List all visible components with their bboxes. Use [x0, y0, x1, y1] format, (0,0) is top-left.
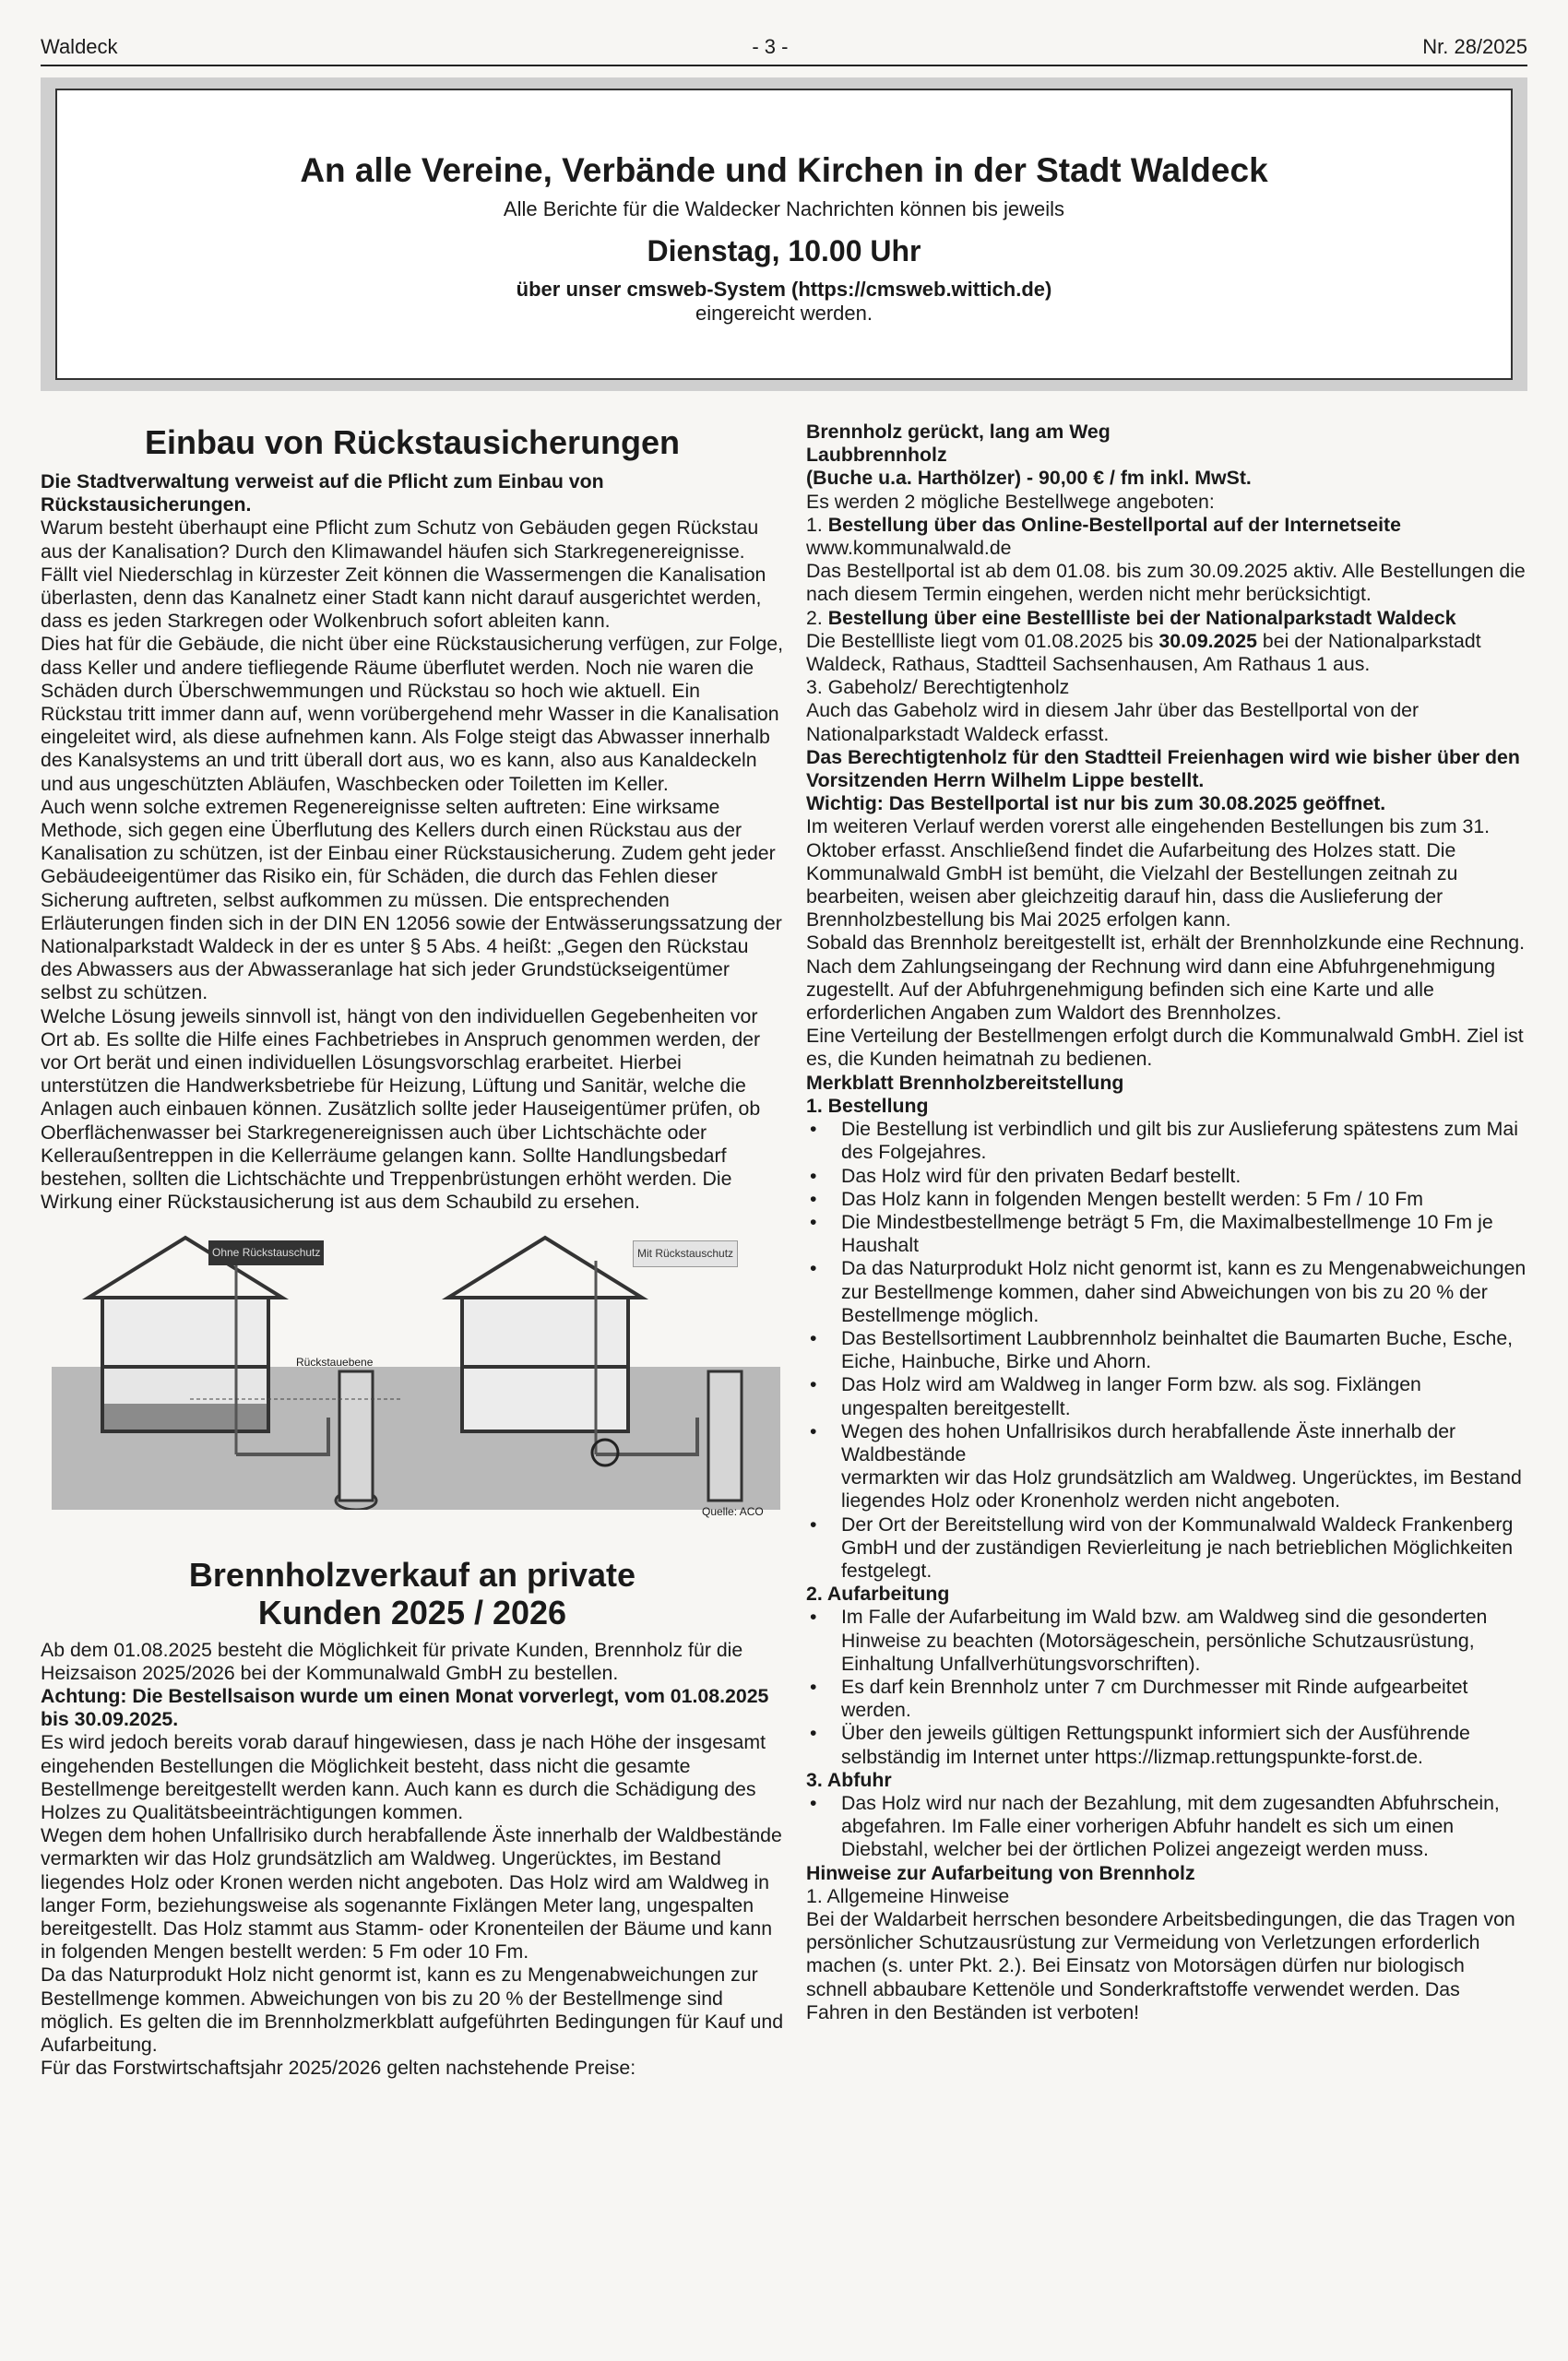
page-header: [41, 35, 1527, 66]
section-bestellung-list: [806, 1118, 1527, 1466]
diagram-source: Quelle: ACO: [702, 1504, 764, 1518]
list-item: • Das Bestellsortiment Laubbrennholz beinhaltet die Baumarten Buche, Esche, Eiche, Hainbuche, Birke und Ahorn.: [806, 1327, 1527, 1373]
article-rueckstau-paragraph: Warum besteht überhaupt eine Pflicht zum Schutz von Gebäuden gegen Rückstau aus der Kanalisation? Durch den Klimawandel häufen sich Starkregenereignisse. Fällt viel Niederschlag in kürzester Zeit können die Wassermengen die Kanalisation überlasten, denn das Kanalnetz einer Stadt kann nicht darauf ausgerichtet werden, dass es jeden Starkregen oder Wolkenbruch sofort ableiten kann.: [41, 516, 766, 633]
process-paragraph: Im weiteren Verlauf werden vorerst alle eingehenden Bestellungen bis zum 31. Oktober erfasst. Anschließend findet die Aufarbeitung des Holzes statt. Die Kommunalwald GmbH ist bemüht, die Vielzahl der Bestellungen zeitnah zu bearbeiten, weisen aber gleichzeitig darauf hin, dass die Auslieferung der Brennholzbestellung bis Mai 2025 erfolgen kann.: [806, 815, 1491, 931]
backflow-diagram: [52, 1233, 780, 1518]
article-rueckstau-paragraph: Dies hat für die Gebäude, die nicht über eine Rückstausicherung verfügen, zur Folge, dass Keller und andere tiefliegende Räume überflutet werden. Noch nie waren die Schäden durch Überschwemmungen und Rückstau so hoch wie aktuell. Ein Rückstau tritt immer dann auf, wenn vorübergehend mehr Wasser in die Kanalisation eingeleitet wird, als diese aufnehmen kann. Als Folge steigt das Abwasser innerhalb des Kanalsystems an und tritt überall dort aus, wo es kann, also aus Kanaldeckeln und aus ungeschützten Abläufen, Waschbecken oder Toiletten im Keller.: [41, 633, 784, 795]
list-item: • Das Holz kann in folgenden Mengen bestellt werden: 5 Fm / 10 Fm: [806, 1188, 1527, 1211]
list-item: • Es darf kein Brennholz unter 7 cm Durchmesser mit Rinde aufgearbeitet werden.: [806, 1676, 1527, 1722]
order-way-2-heading: [806, 607, 1527, 630]
article-brennholz-title-line2: Kunden 2025 / 2026: [257, 1593, 567, 1631]
section-abfuhr-title: 3. Abfuhr: [806, 1768, 892, 1791]
header-page-number: - 3 -: [752, 35, 789, 58]
article-rueckstau-paragraph: Welche Lösung jeweils sinnvoll ist, hängt von den individuellen Gegebenheiten vor Ort ab. Es sollte die Hilfe eines Fachbetriebes in Anspruch genommen werden, der vor Ort berät und einen individuellen Lösungsvorschlag erarbeitet. Hierbei unterstützen die Handwerksbetriebe für Heizung, Lüftung und Sanitär, welche die Anlagen auch einbauen können. Zusätzlich sollte jeder Hauseigentümer prüfen, ob Oberflächenwasser bei Starkregenereignissen auch über Lichtschächte oder Kelleraußentreppen in die Kellerräume gelangen kann. Sollte Handlungsbedarf bestehen, sollten die Lichtschächte und Treppenbrüstungen erhöht werden. Die Wirkung einer Rückstausicherung ist aus dem Schaubild zu ersehen.: [41, 1004, 761, 1214]
article-brennholz-attention: Achtung: Die Bestellsaison wurde um einen Monat vorverlegt, vom 01.08.2025 bis 30.09.2025.: [41, 1684, 769, 1731]
notice-box: [41, 77, 1527, 391]
list-item: • Im Falle der Aufarbeitung im Wald bzw. am Waldweg sind die gesonderten Hinweise zu beachten (Motorsägeschein, persönliche Schutzausrüstung, Einhaltung Unfallverhütungsvorschriften).: [806, 1606, 1527, 1676]
notice-title: An alle Vereine, Verbände und Kirchen in der Stadt Waldeck: [300, 151, 1268, 189]
notice-submit-line: eingereicht werden.: [695, 302, 873, 325]
diagram-label-level: Rückstauebene: [296, 1355, 374, 1369]
hinweise-subtitle: 1. Allgemeine Hinweise: [806, 1884, 1010, 1907]
article-brennholz-paragraph: Für das Forstwirtschaftsjahr 2025/2026 gelten nachstehende Preise:: [41, 2057, 636, 2080]
order-way-2-date: 30.09.2025: [1158, 629, 1257, 652]
price-line: (Buche u.a. Harthölzer) - 90,00 € / fm inkl. MwSt.: [806, 467, 1252, 490]
order-way-2-text-b: bei der Nationalparkstadt Waldeck, Rathaus, Stadtteil Sachsenhausen, Am Rathaus 1 aus.: [806, 629, 1481, 676]
right-column: [806, 421, 1527, 2024]
diagram-label-with: Mit Rückstauschutz: [633, 1240, 738, 1267]
freienhagen-note: Das Berechtigtenholz für den Stadtteil Freienhagen wird wie bisher über den Vorsitzenden Herrn Wilhelm Lippe bestellt.: [806, 745, 1520, 792]
article-rueckstau-title: Einbau von Rückstausicherungen: [144, 423, 681, 461]
list-item: • Wegen des hohen Unfallrisikos durch herabfallende Äste innerhalb der Waldbestände: [806, 1420, 1527, 1466]
list-item: • Das Holz wird am Waldweg in langer Form bzw. als sog. Fixlängen ungespalten bereitgestellt.: [806, 1373, 1527, 1419]
article-brennholz-paragraph: Da das Naturprodukt Holz nicht genormt ist, kann es zu Mengenabweichungen zur Bestellmenge kommen. Abweichungen von bis zu 20 % der Bestellmenge sind möglich. Es gelten die im Brennholzmerkblatt aufgeführten Bedingungen für Kauf und Aufarbeitung.: [41, 1964, 784, 2056]
article-brennholz-paragraph: Wegen dem hohen Unfallrisiko durch herabfallende Äste innerhalb der Waldbestände vermarkten wir das Holz grundsätzlich am Waldweg. Ungerücktes, im Bestand liegendes Holz oder Kronen werden nicht angeboten. Das Holz wird am Waldweg in langer Form, beziehungsweise als sogenannte Fixlängen Meter lang, ungespalten bereitgestellt. Das Holz stammt aus Stamm- oder Kronenteilen der Bäume und kann in folgenden Mengen bestellt werden: 5 Fm oder 10 Fm.: [41, 1824, 782, 1964]
list-item: • Die Bestellung ist verbindlich und gilt bis zur Auslieferung spätestens zum Mai des Folgejahres.: [806, 1118, 1527, 1164]
important-note: Wichtig: Das Bestellportal ist nur bis zum 30.08.2025 geöffnet.: [806, 792, 1386, 815]
order-way-2-number: 2.: [806, 606, 823, 629]
order-way-1-number: 1.: [806, 513, 823, 536]
order-way-1-title: Bestellung über das Online-Bestellportal auf der Internetseite: [827, 513, 1401, 536]
article-brennholz-paragraph: Ab dem 01.08.2025 besteht die Möglichkeit für private Kunden, Brennholz für die Heizsaison 2025/2026 bei der Kommunalwald GmbH zu bestellen.: [41, 1638, 743, 1684]
order-ways-intro: Es werden 2 mögliche Bestellwege angeboten:: [806, 490, 1215, 513]
order-way-1-url: www.kommunalwald.de: [806, 537, 1012, 560]
list-item-continuation: vermarkten wir das Holz grundsätzlich am Waldweg. Ungerücktes, im Bestand liegendes Holz oder Kronenholz werden nicht angeboten.: [841, 1466, 1522, 1513]
order-way-1-heading: [806, 514, 1527, 537]
list-item: • Das Holz wird nur nach der Bezahlung, mit dem zugesandten Abfuhrschein, abgefahren. Im Falle einer vorherigen Abfuhr handelt es sich um einen Diebstahl, welcher bei der örtlichen Polizei angezeigt werden muss.: [806, 1792, 1527, 1862]
header-town: Waldeck: [41, 35, 118, 58]
list-item: • Der Ort der Bereitstellung wird von der Kommunalwald Waldeck Frankenberg GmbH und der zuständigen Revierleitung je nach betrieblichen Möglichkeiten festgelegt.: [806, 1513, 1527, 1584]
notice-line1: Alle Berichte für die Waldecker Nachrichten können bis jeweils: [503, 197, 1065, 220]
diagram-label-without: Ohne Rückstauschutz: [208, 1240, 324, 1265]
article-rueckstau-lead: Die Stadtverwaltung verweist auf die Pflicht zum Einbau von Rückstausicherungen.: [41, 470, 604, 516]
section-aufarbeitung-list: [806, 1606, 1527, 1768]
article-brennholz-title-line1: Brennholzverkauf an private: [188, 1555, 636, 1594]
notice-deadline: Dienstag, 10.00 Uhr: [647, 234, 921, 267]
backflow-diagram-illustration: [52, 1233, 780, 1510]
merkblatt-title: Merkblatt Brennholzbereitstellung: [806, 1071, 1124, 1094]
left-column: [41, 421, 784, 2080]
list-item: • Die Mindestbestellmenge beträgt 5 Fm, die Maximalbestellmenge 10 Fm je Haushalt: [806, 1211, 1527, 1257]
section-bestellung-list-end: [806, 1513, 1527, 1584]
price-heading: Laubbrennholz: [806, 444, 947, 467]
section-abfuhr-list: [806, 1792, 1527, 1862]
order-way-1-text: Das Bestellportal ist ab dem 01.08. bis zum 30.09.2025 aktiv. Alle Bestellungen die nach diesem Termin eingehen, werden nicht mehr berücksichtigt.: [806, 560, 1526, 606]
order-way-2-title: Bestellung über eine Bestellliste bei der Nationalparkstadt Waldeck: [827, 606, 1456, 629]
notice-cmsweb-line: über unser cmsweb-System (https://cmsweb.wittich.de): [516, 278, 1052, 301]
section-aufarbeitung-title: 2. Aufarbeitung: [806, 1583, 950, 1606]
article-rueckstau-paragraph: Auch wenn solche extremen Regenereignisse selten auftreten: Eine wirksame Methode, sich gegen eine Überflutung des Kellers durch einen Rückstau aus der Kanalisation zu schützen, ist der Einbau einer Rückstausicherung. Zudem geht jeder Gebäudeeigentümer das Risiko ein, für Schäden, die durch das Fehlen dieser Sicherung auftreten, selbst aufkommen zu müssen. Die entsprechenden Erläuterungen finden sich in der DIN EN 12056 sowie der Entwässerungssatzung der Nationalparkstadt Waldeck in der es unter § 5 Abs. 4 heißt: „Gegen den Rückstau des Abwassers aus der Abwasseranlage hat sich jeder Grundstückseigentümer selbst zu schützen.: [41, 795, 782, 1004]
section-bestellung-title: 1. Bestellung: [806, 1094, 929, 1117]
list-item: • Da das Naturprodukt Holz nicht genormt ist, kann es zu Mengenabweichungen zur Bestellmenge kommen, daher sind Abweichungen von bis zu 20 % der Bestellmenge möglich.: [806, 1257, 1527, 1327]
order-way-2-text-a: Die Bestellliste liegt vom 01.08.2025 bis: [806, 629, 1154, 652]
article-brennholz-title: [41, 1556, 784, 1631]
list-item: • Das Holz wird für den privaten Bedarf bestellt.: [806, 1165, 1527, 1188]
article-brennholz-paragraph: Es wird jedoch bereits vorab darauf hingewiesen, dass je nach Höhe der insgesamt eingehenden Bestellungen die Möglichkeit besteht, dass nicht die gesamte Bestellmenge bereitgestellt werden kann. Auch kann es durch die Schädigung des Holzes zu Qualitätsbeeinträchtigungen kommen.: [41, 1731, 766, 1823]
invoice-paragraph: Sobald das Brennholz bereitgestellt ist, erhält der Brennholzkunde eine Rechnung. Nach dem Zahlungseingang der Rechnung wird dann eine Abfuhrgenehmigung zugestellt. Auf der Abfuhrgenehmigung befinden sich eine Karte und alle erforderlichen Angaben zum Waldort des Brennholzes.: [806, 931, 1526, 1025]
notice-box-inner: [55, 89, 1513, 380]
order-way-3-text: Auch das Gabeholz wird in diesem Jahr über das Bestellportal von der Nationalparkstadt Waldeck erfasst.: [806, 699, 1420, 745]
distribution-paragraph: Eine Verteilung der Bestellmengen erfolgt durch die Kommunalwald GmbH. Ziel ist es, die Kunden heimatnah zu bedienen.: [806, 1025, 1524, 1071]
list-item: • Über den jeweils gültigen Rettungspunkt informiert sich der Ausführende selbständig im Internet unter https://lizmap.rettungspunkte-forst.de.: [806, 1722, 1527, 1768]
order-way-2-text: [806, 630, 1527, 676]
header-issue-number: Nr. 28/2025: [1422, 35, 1527, 58]
hinweise-text: Bei der Waldarbeit herrschen besondere Arbeitsbedingungen, die das Tragen von persönlicher Schutzausrüstung zur Vermeidung von Verletzungen erforderlich machen (s. unter Pkt. 2.). Bei Einsatz von Motorsägen dürfen nur biologisch schnell abbaubare Kettenöle und Sonderkraftstoffe verwendet werden. Das Fahren in den Beständen ist verboten!: [806, 1908, 1515, 2023]
hinweise-title: Hinweise zur Aufarbeitung von Brennholz: [806, 1861, 1195, 1884]
price-heading: Brennholz gerückt, lang am Weg: [806, 421, 1111, 443]
order-way-3-title: 3. Gabeholz/ Berechtigtenholz: [806, 676, 1070, 699]
